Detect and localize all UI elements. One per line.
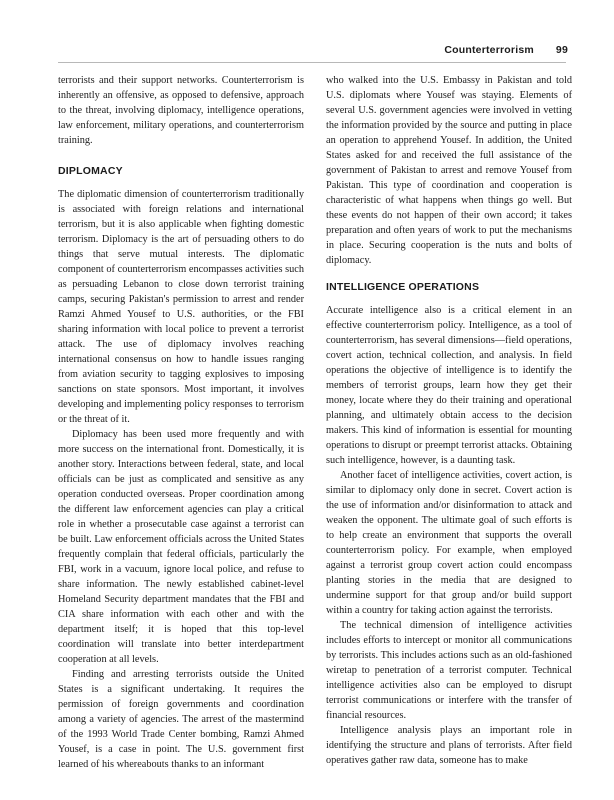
page-number: 99 <box>555 44 568 56</box>
paragraph: terrorists and their support networks. Counterterrorism is inherently an offensive, as opposed to defensive, approach to the threat, involving diplomacy, intelligence operations, law enforcement, military operations, and counterterrorism training. <box>58 75 304 146</box>
paragraph: who walked into the U.S. Embassy in Pakistan and told U.S. diplomats where Yousef was staying. Elements of several U.S. government agencies were involved in vetting the information provided by the source and putting in place an operation to apprehend Yousef. In addition, the United States asked for and received the full assistance of the government of Pakistan to arrest and remove Yousef from Pakistan. This type of coordination and cooperation is characteristic of what happens when things go well. But these events do not happen of their own accord; it takes preparation and often years of work to put the mechanisms in place. Securing cooperation is the nuts and bolts of diplomacy. <box>326 75 572 266</box>
header-divider <box>58 62 566 63</box>
section-heading-diplomacy: DIPLOMACY <box>58 165 123 177</box>
paragraph: Finding and arresting terrorists outside the United States is a significant undertaking. It requires the permission of foreign governments and coordination among a variety of agencies. The arrest of the mastermind of the 1993 World Trade Center bombing, Ramzi Ahmed Yousef, is a case in point. The U.S. government first learned of his whereabouts thanks to an informant <box>58 669 304 770</box>
running-title: Counterterrorism <box>444 44 534 56</box>
running-header <box>444 44 568 56</box>
paragraph: Accurate intelligence also is a critical element in an effective counterterrorism policy. Intelligence, as a tool of counterterrorism, has several dimensions—field operations, covert action, technical collection, and analysis. In field operations the objective of intelligence is to identify the members of terrorist groups, learn how they get their money, locate where they do their training and operational planning, and ultimately obtain access to the decision makers. This kind of information is essential for mounting operations to disrupt or preempt terrorist attacks. Obtaining such intelligence, however, is a daunting task. <box>326 305 572 466</box>
left-column <box>58 73 304 772</box>
section-heading-intelligence-operations: INTELLIGENCE OPERATIONS <box>326 281 480 293</box>
paragraph: The diplomatic dimension of counterterrorism traditionally is associated with foreign relations and international terrorism, but it is also applicable when fighting domestic terrorism. Diplomacy is the art of persuading others to do things that serve mutual interests. The diplomatic component of counterterrorism encompasses activities such as persuading Lebanon to close down terrorist training camps, securing Pakistan's permission to arrest and render Ramzi Ahmed Yousef to U.S. authorities, or the FBI sharing information with local police to prevent a terrorist attack. The use of diplomacy involves reaching international consensus on how to handle issues ranging from aviation security to tagging explosives to imposing sanctions on state sponsors. Most important, it involves developing and implementing policy responses to terrorism or the threat of it. <box>58 189 304 425</box>
paragraph: Diplomacy has been used more frequently and with more success on the international front. Domestically, it is another story. Interactions between federal, state, and local officials can be just as complicated and sensitive as any operation conducted overseas. Proper coordination among the different law enforcement agencies can play a critical role in whether a prosecutable case against a terrorist can be built. Law enforcement officials across the United States frequently complain that federal officials, particularly the FBI, work in a vacuum, ignore local police, and refuse to share information. The newly established cabinet-level Homeland Security department mandates that the FBI and CIA share information with each other and with the department itself; it is hoped that this top-level coordination will translate into better interdepartment cooperation at all levels. <box>58 429 304 665</box>
paragraph: The technical dimension of intelligence activities includes efforts to intercept or monitor all communications by terrorists. This includes actions such as an old-fashioned wiretap to penetration of a terrorist computer. Technical intelligence activities also can be employed to disrupt terrorist communications or interfere with the transfer of financial resources. <box>326 620 572 721</box>
paragraph: Intelligence analysis plays an important role in identifying the structure and plans of terrorists. After field operatives gather raw data, someone has to make <box>326 725 572 766</box>
paragraph: Another facet of intelligence activities, covert action, is similar to diplomacy only done in secret. Covert action is the use of information and/or disinformation to attack and weaken the opponent. The ultimate goal of such efforts is to help create an environment that supports the overall counterterrorism policy. For example, when employed against a terrorist group covert action could encompass planting stories in the media that are designed to undermine support for that group and/or build support within a country for taking action against the terrorists. <box>326 470 572 616</box>
right-column <box>326 73 572 768</box>
